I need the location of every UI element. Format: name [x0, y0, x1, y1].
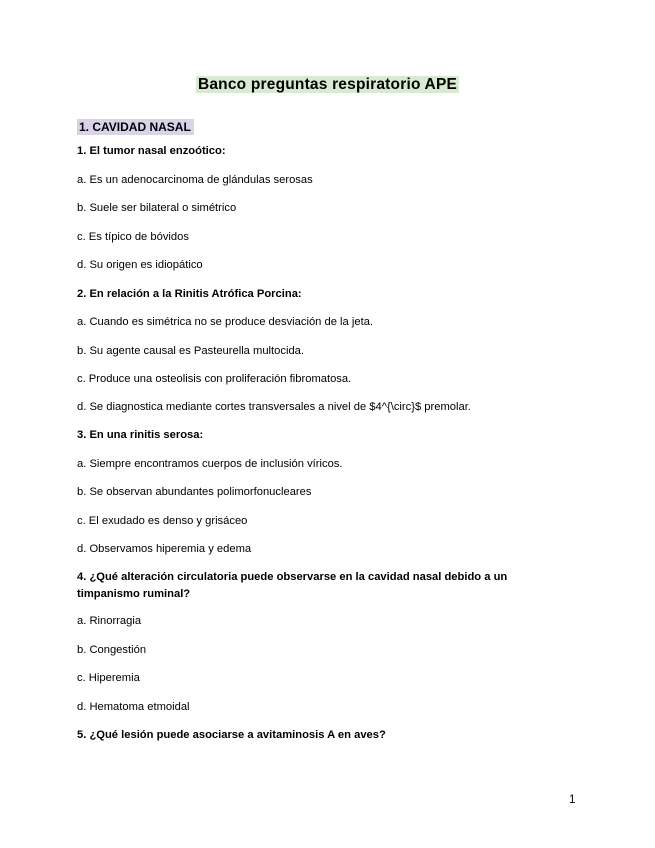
question-4: 4. ¿Qué alteración circulatoria puede observarse en la cavidad nasal debido a un timpanismo ruminal? [77, 571, 508, 600]
question-1: 1. El tumor nasal enzoótico: [77, 145, 226, 157]
question-2-option-a: a. Cuando es simétrica no se produce desviación de la jeta. [77, 316, 374, 328]
question-4-option-b: b. Congestión [77, 644, 147, 656]
question-3-option-b: b. Se observan abundantes polimorfonucleares [77, 486, 312, 498]
question-4-option-d: d. Hematoma etmoidal [77, 701, 190, 713]
question-4-option-a: a. Rinorragia [77, 615, 142, 627]
section-heading-text: 1. CAVIDAD NASAL [77, 119, 194, 135]
question-1-option-a: a. Es un adenocarcinoma de glándulas serosas [77, 174, 313, 186]
question-3-option-d: d. Observamos hiperemia y edema [77, 543, 252, 555]
question-3: 3. En una rinitis serosa: [77, 429, 204, 441]
question-4-option-c: c. Hiperemia [77, 672, 140, 684]
question-5: 5. ¿Qué lesión puede asociarse a avitaminosis A en aves? [77, 729, 386, 741]
question-1-option-c: c. Es típico de bóvidos [77, 231, 189, 243]
question-3-option-c: c. El exudado es denso y grisáceo [77, 515, 248, 527]
document-title [0, 76, 655, 94]
question-1-option-b: b. Suele ser bilateral o simétrico [77, 202, 237, 214]
question-2-option-c: c. Produce una osteolisis con proliferación fibromatosa. [77, 373, 352, 385]
question-1-option-d: d. Su origen es idiopático [77, 259, 203, 271]
question-2-option-d: d. Se diagnostica mediante cortes transversales a nivel de $4^{\circ}$ premolar. [77, 401, 471, 413]
question-2: 2. En relación a la Rinitis Atrófica Porcina: [77, 288, 302, 300]
question-3-option-a: a. Siempre encontramos cuerpos de inclusión víricos. [77, 458, 343, 470]
section-heading [77, 120, 194, 134]
question-2-option-b: b. Su agente causal es Pasteurella multocida. [77, 345, 304, 357]
page-number: 1 [569, 794, 576, 806]
document-title-text: Banco preguntas respiratorio APE [197, 76, 458, 93]
